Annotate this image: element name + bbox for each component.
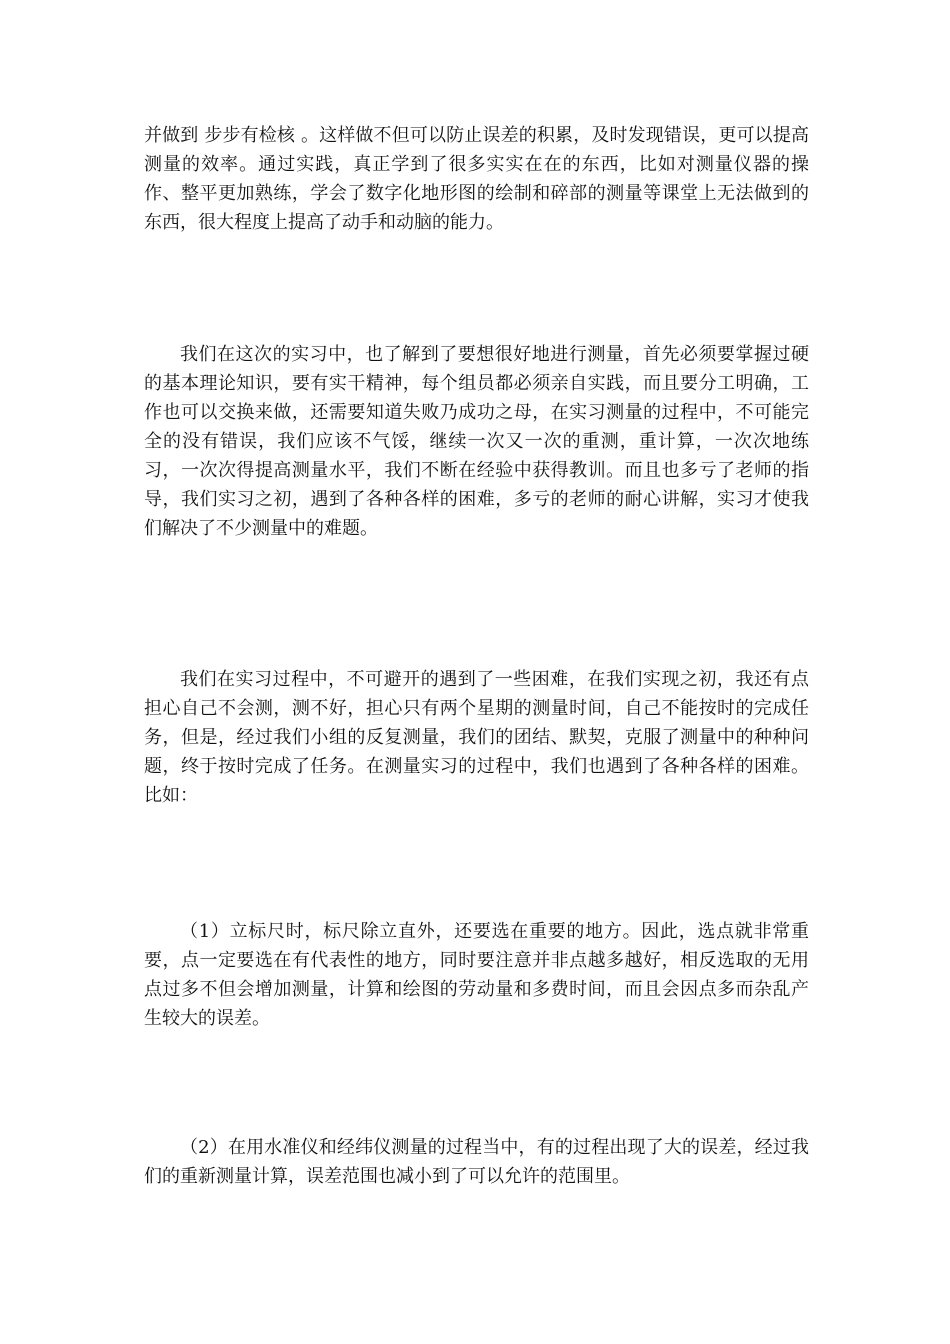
- paragraph-learning: 我们在这次的实习中，也了解到了要想很好地进行测量，首先必须要掌握过硬的基本理论知识，要有实干精神，每个组员都必须亲自实践，而且要分工明确，工作也可以交换来做，还需要知道失败乃成功之母，在实习测量的过程中，不可能完全的没有错误，我们应该不气馁，继续一次又一次的重测，重计算，一次次地练习，一次次得提高测量水平，我们不断在经验中获得教训。而且也多亏了老师的指导，我们实习之初，遇到了各种各样的困难，多亏的老师的耐心讲解，实习才使我们解决了不少测量中的难题。: [144, 344, 809, 539]
- paragraph-item-1: （1）立标尺时，标尺除立直外，还要选在重要的地方。因此，选点就非常重要，点一定要选在有代表性的地方，同时要注意并非点越多越好，相反选取的无用点过多不但会增加测量，计算和绘图的劳动量和多费时间，而且会因点多而杂乱产生较大的误差。: [144, 921, 809, 1029]
- paragraph-difficulties: 我们在实习过程中，不可避开的遇到了一些困难，在我们实现之初，我还有点担心自己不会测，测不好，担心只有两个星期的测量时间，自己不能按时的完成任务，但是，经过我们小组的反复测量，我们的团结、默契，克服了测量中的种种问题，终于按时完成了任务。在测量实习的过程中，我们也遇到了各种各样的困难。比如：: [144, 669, 809, 806]
- paragraph-item-2: （2）在用水准仪和经纬仪测量的过程当中，有的过程出现了大的误差，经过我们的重新测量计算，误差范围也减小到了可以允许的范围里。: [144, 1137, 809, 1187]
- paragraph-continuation: 并做到 步步有检核 。这样做不但可以防止误差的积累，及时发现错误，更可以提高测量的效率。通过实践，真正学到了很多实实在在的东西，比如对测量仪器的操作、整平更加熟练，学会了数字化地形图的绘制和碎部的测量等课堂上无法做到的东西，很大程度上提高了动手和动脑的能力。: [144, 125, 809, 233]
